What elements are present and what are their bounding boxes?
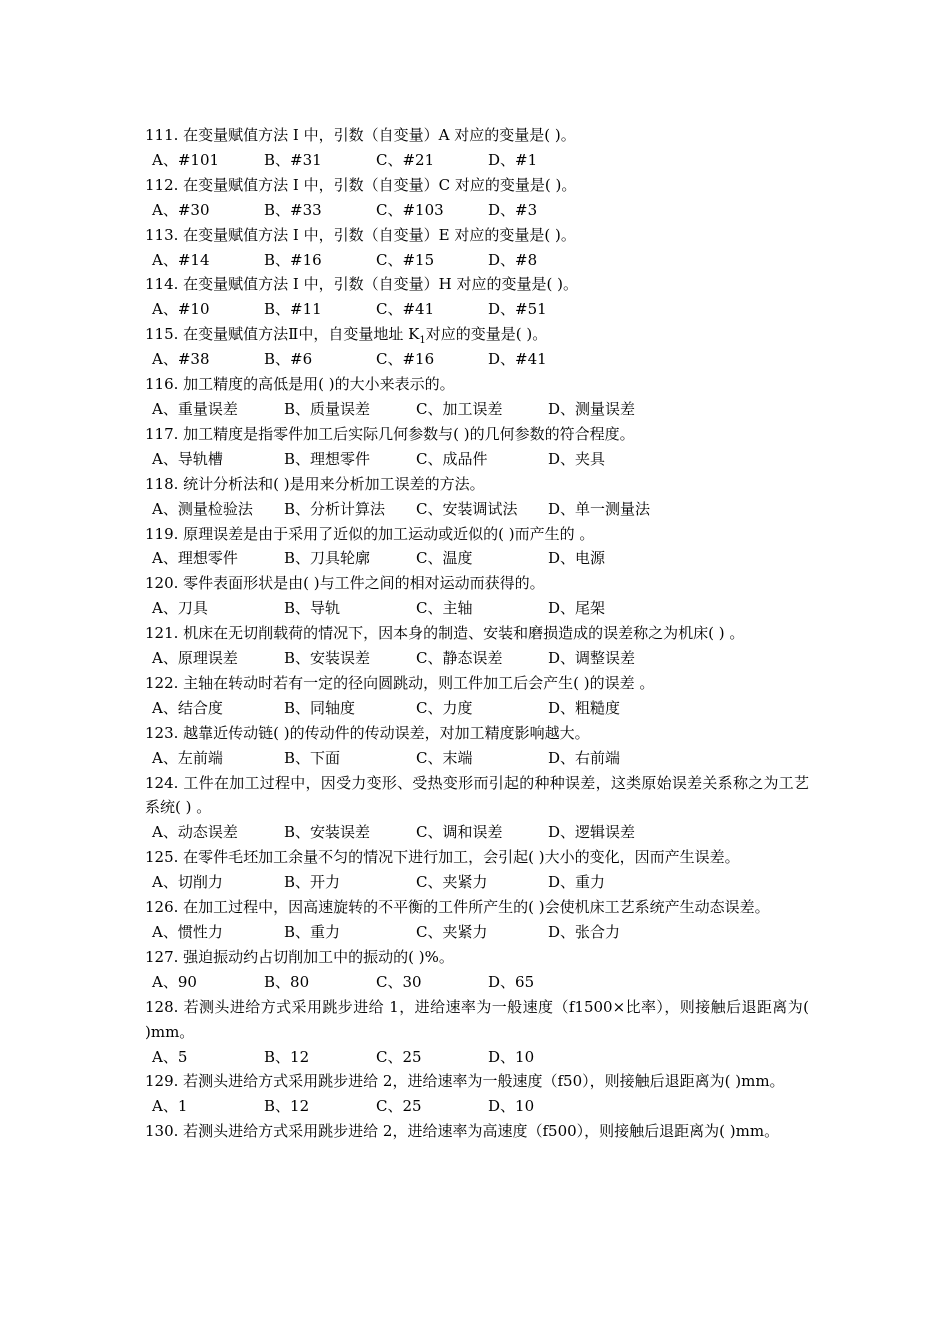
question-130: 130. 若测头进给方式采用跳步进给 2，进给速率为高速度（f500），则接触后退距离为( )mm。 xyxy=(145,1122,780,1141)
option-d: D、#51 xyxy=(488,300,547,319)
option-a: A、理想零件 xyxy=(152,549,238,568)
option-c: C、#21 xyxy=(376,150,435,169)
option-c: C、安装调试法 xyxy=(416,499,518,518)
option-a: A、重量误差 xyxy=(152,399,238,418)
question-text: 对应的变量是( )。 xyxy=(425,325,548,344)
options-114 xyxy=(145,297,809,322)
option-c: C、#103 xyxy=(376,200,444,219)
option-a: A、90 xyxy=(152,972,197,991)
option-d: D、10 xyxy=(488,1047,535,1066)
question-117: 117. 加工精度是指零件加工后实际几何参数与( )的几何参数的符合程度。 xyxy=(145,424,635,443)
question-127: 127. 强迫振动约占切削加工中的振动的( )%。 xyxy=(145,947,454,966)
option-d: D、尾架 xyxy=(548,599,606,618)
option-d: D、粗糙度 xyxy=(548,698,621,717)
option-c: C、静态误差 xyxy=(416,649,503,668)
question-129: 129. 若测头进给方式采用跳步进给 2，进给速率为一般速度（f50），则接触后退距离为( )mm。 xyxy=(145,1072,785,1091)
option-b: B、理想零件 xyxy=(284,449,371,468)
option-a: A、刀具 xyxy=(152,599,208,618)
options-112 xyxy=(145,198,809,223)
option-d: D、单一测量法 xyxy=(548,499,651,518)
option-c: C、夹紧力 xyxy=(416,873,488,892)
option-d: D、电源 xyxy=(548,549,606,568)
options-121 xyxy=(145,646,809,671)
option-d: D、#41 xyxy=(488,350,547,369)
question-126: 126. 在加工过程中，因高速旋转的不平衡的工件所产生的( )会使机床工艺系统产生动态误差。 xyxy=(145,898,770,917)
option-c: C、成品件 xyxy=(416,449,488,468)
options-128 xyxy=(145,1045,809,1070)
question-119: 119. 原理误差是由于采用了近似的加工运动或近似的( )而产生的 。 xyxy=(145,524,595,543)
option-a: A、导轨槽 xyxy=(152,449,223,468)
option-d: D、10 xyxy=(488,1097,535,1116)
options-116 xyxy=(145,397,809,422)
options-122 xyxy=(145,696,809,721)
document-body xyxy=(145,123,809,1144)
option-a: A、#30 xyxy=(152,200,210,219)
option-c: C、#41 xyxy=(376,300,435,319)
option-a: A、切削力 xyxy=(152,873,223,892)
options-120 xyxy=(145,596,809,621)
option-b: B、80 xyxy=(264,972,310,991)
option-b: B、质量误差 xyxy=(284,399,371,418)
option-d: D、右前端 xyxy=(548,748,621,767)
option-c: C、力度 xyxy=(416,698,473,717)
option-c: C、主轴 xyxy=(416,599,473,618)
question-115 xyxy=(145,322,809,347)
option-d: D、张合力 xyxy=(548,923,621,941)
option-a: A、#101 xyxy=(152,150,220,169)
question-128: 128. 若测头进给方式采用跳步进给 1，进给速率为一般速度（f1500×比率），则接触后退距离为( )mm。 xyxy=(145,997,809,1041)
option-a: A、左前端 xyxy=(152,748,223,767)
option-a: A、测量检验法 xyxy=(152,499,253,518)
option-d: D、重力 xyxy=(548,873,606,892)
question-118: 118. 统计分析法和( )是用来分析加工误差的方法。 xyxy=(145,474,485,493)
option-c: C、#15 xyxy=(376,250,435,269)
option-d: D、#1 xyxy=(488,150,538,169)
options-127 xyxy=(145,970,809,995)
options-118 xyxy=(145,497,809,522)
question-120: 120. 零件表面形状是由( )与工件之间的相对运动而获得的。 xyxy=(145,574,545,593)
option-d: D、65 xyxy=(488,972,535,991)
options-129 xyxy=(145,1094,809,1119)
option-b: B、刀具轮廓 xyxy=(284,549,371,568)
options-117 xyxy=(145,447,809,472)
option-b: B、安装误差 xyxy=(284,823,371,842)
subscript: 1 xyxy=(419,335,426,347)
question-122: 122. 主轴在转动时若有一定的径向圆跳动，则工件加工后会产生( )的误差 。 xyxy=(145,673,655,692)
options-113 xyxy=(145,248,809,273)
option-a: A、#38 xyxy=(152,350,210,369)
option-b: B、#33 xyxy=(264,200,322,219)
option-a: A、#14 xyxy=(152,250,210,269)
option-c: C、#16 xyxy=(376,350,435,369)
option-a: A、原理误差 xyxy=(152,649,238,668)
option-b: B、12 xyxy=(264,1047,310,1066)
options-126 xyxy=(145,920,809,945)
option-a: A、5 xyxy=(152,1047,188,1066)
option-c: C、夹紧力 xyxy=(416,923,488,941)
question-113: 113. 在变量赋值方法 I 中，引数（自变量）E 对应的变量是( )。 xyxy=(145,225,576,244)
option-c: C、25 xyxy=(376,1047,422,1066)
question-text: 115. 在变量赋值方法Ⅱ中，自变量地址 K xyxy=(145,325,420,344)
option-b: B、下面 xyxy=(284,748,341,767)
question-121: 121. 机床在无切削载荷的情况下，因本身的制造、安装和磨损造成的误差称之为机床( ) 。 xyxy=(145,624,745,643)
option-a: A、动态误差 xyxy=(152,823,238,842)
option-c: C、末端 xyxy=(416,748,473,767)
question-123: 123. 越靠近传动链( )的传动件的传动误差，对加工精度影响越大。 xyxy=(145,723,590,742)
option-b: B、#11 xyxy=(264,300,322,319)
question-116: 116. 加工精度的高低是用( )的大小来表示的。 xyxy=(145,375,455,394)
option-a: A、惯性力 xyxy=(152,923,223,941)
option-b: B、开力 xyxy=(284,873,341,892)
option-c: C、温度 xyxy=(416,549,473,568)
option-c: C、调和误差 xyxy=(416,823,503,842)
option-d: D、#3 xyxy=(488,200,538,219)
option-b: B、重力 xyxy=(284,923,341,941)
option-d: D、#8 xyxy=(488,250,538,269)
option-a: A、1 xyxy=(152,1097,188,1116)
option-b: B、分析计算法 xyxy=(284,499,386,518)
option-c: C、加工误差 xyxy=(416,399,503,418)
options-115 xyxy=(145,347,809,372)
option-d: D、测量误差 xyxy=(548,399,636,418)
option-b: B、安装误差 xyxy=(284,649,371,668)
question-111: 111. 在变量赋值方法 I 中，引数（自变量）A 对应的变量是( )。 xyxy=(145,126,576,144)
option-b: B、导轨 xyxy=(284,599,341,618)
question-114: 114. 在变量赋值方法 I 中，引数（自变量）H 对应的变量是( )。 xyxy=(145,275,578,294)
option-b: B、#16 xyxy=(264,250,322,269)
option-d: D、调整误差 xyxy=(548,649,636,668)
option-c: C、25 xyxy=(376,1097,422,1116)
options-119 xyxy=(145,546,809,571)
option-d: D、逻辑误差 xyxy=(548,823,636,842)
option-b: B、#6 xyxy=(264,350,313,369)
option-b: B、#31 xyxy=(264,150,322,169)
question-124: 124. 工件在加工过程中，因受力变形、受热变形而引起的种种误差，这类原始误差关系称之为工艺系统( ) 。 xyxy=(145,773,809,817)
options-125 xyxy=(145,870,809,895)
option-b: B、12 xyxy=(264,1097,310,1116)
question-112: 112. 在变量赋值方法 I 中，引数（自变量）C 对应的变量是( )。 xyxy=(145,175,577,194)
option-a: A、结合度 xyxy=(152,698,223,717)
options-124 xyxy=(145,820,809,845)
question-125: 125. 在零件毛坯加工余量不匀的情况下进行加工，会引起( )大小的变化，因而产生误差。 xyxy=(145,848,740,867)
option-c: C、30 xyxy=(376,972,422,991)
option-a: A、#10 xyxy=(152,300,210,319)
option-d: D、夹具 xyxy=(548,449,606,468)
option-b: B、同轴度 xyxy=(284,698,356,717)
options-111 xyxy=(145,148,809,173)
options-123 xyxy=(145,746,809,771)
